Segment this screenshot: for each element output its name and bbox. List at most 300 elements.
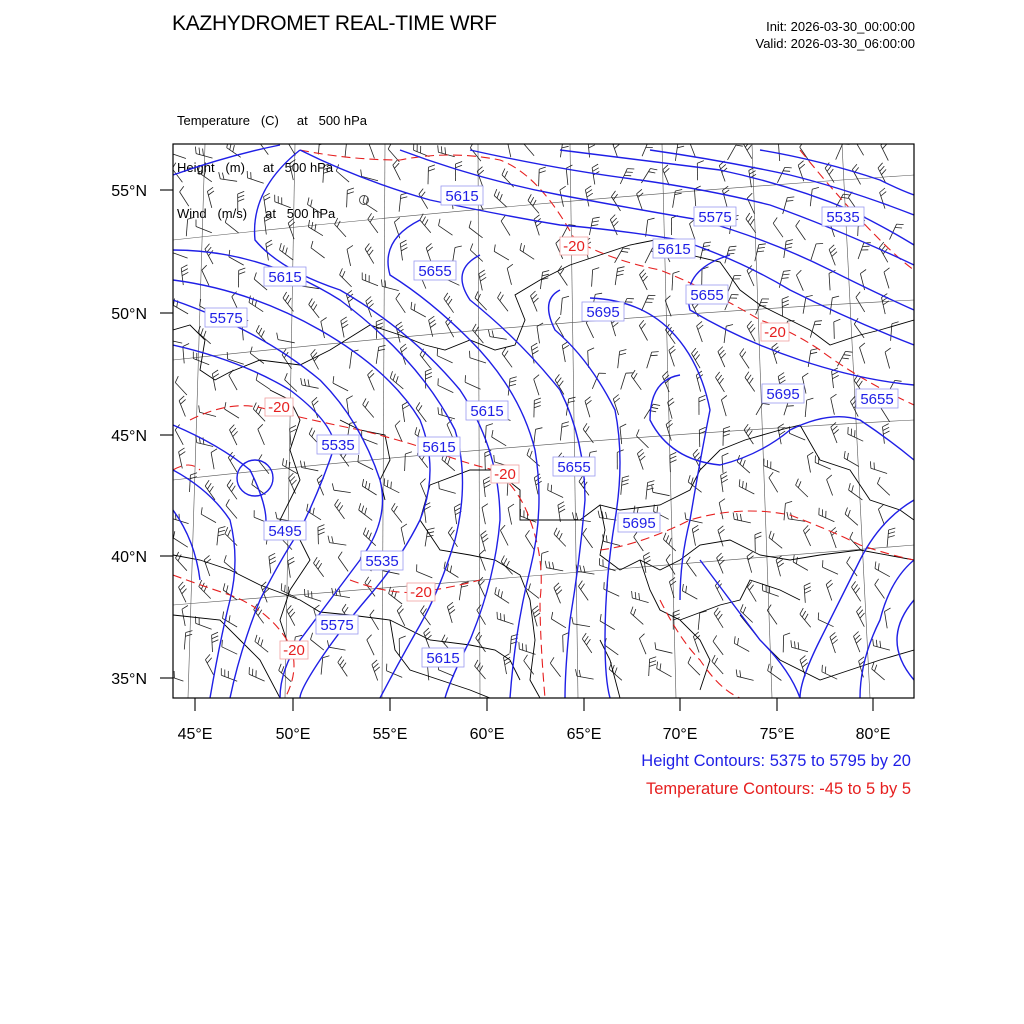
wind-barb-feather — [648, 218, 655, 220]
wind-barb — [336, 171, 349, 182]
wind-barb — [803, 297, 806, 314]
wind-barb — [527, 455, 540, 466]
wind-barb-feather — [583, 423, 587, 429]
wind-barb-feather — [335, 218, 338, 224]
wind-barb-feather — [401, 524, 407, 528]
wind-barb-feather — [403, 405, 409, 409]
wind-barb-feather — [643, 276, 648, 281]
wind-barb — [739, 486, 754, 494]
wind-barb — [302, 385, 319, 388]
wind-barb-feather — [347, 188, 354, 190]
wind-barb-feather — [543, 271, 550, 273]
svg-text:5575: 5575 — [320, 617, 354, 634]
wind-barb-feather — [692, 525, 698, 529]
wind-barb — [383, 571, 400, 575]
wind-barb-feather — [802, 611, 806, 617]
wind-barb-feather — [494, 245, 495, 252]
wind-barb-feather — [879, 242, 883, 247]
wind-barb-feather — [641, 273, 646, 278]
wind-barb — [528, 201, 539, 214]
wind-barb-feather — [361, 170, 362, 177]
wind-barb — [792, 647, 808, 652]
wind-barb-feather — [845, 351, 852, 352]
lon-label: 75°E — [759, 726, 795, 743]
wind-barb — [392, 509, 403, 522]
wind-barb — [577, 676, 594, 679]
lon-label: 65°E — [566, 726, 602, 743]
svg-text:5535: 5535 — [365, 553, 399, 570]
wind-barb-feather — [501, 556, 504, 562]
wind-barb — [631, 613, 644, 624]
wind-barb-feather — [337, 502, 341, 508]
svg-text:5575: 5575 — [209, 310, 243, 327]
wind-barb-feather — [534, 609, 540, 613]
wind-barb — [558, 271, 568, 285]
wind-barb — [368, 375, 375, 391]
wind-barb — [376, 347, 379, 364]
wind-barb-feather — [719, 499, 725, 503]
wind-barb-feather — [318, 563, 322, 569]
wind-barb — [767, 610, 777, 624]
wind-barb-feather — [201, 328, 203, 335]
wind-barb — [166, 339, 183, 343]
wind-barb — [333, 383, 348, 391]
wind-barb — [550, 663, 560, 677]
wind-barb-feather — [439, 219, 441, 226]
wind-barb — [860, 347, 865, 363]
wind-barb — [810, 321, 815, 337]
wind-barb-feather — [389, 587, 391, 594]
wind-barb-feather — [498, 292, 502, 298]
wind-barb-feather — [637, 449, 642, 454]
svg-text:-20: -20 — [268, 399, 290, 416]
wind-barb-feather — [778, 563, 784, 567]
wind-barb-feather — [256, 373, 258, 380]
wind-barb-feather — [269, 553, 275, 556]
wind-barb-feather — [288, 561, 294, 564]
wind-barb-feather — [505, 171, 508, 177]
wind-barb — [834, 322, 835, 339]
wind-barb-feather — [533, 200, 536, 206]
wind-barb-feather — [721, 164, 726, 169]
height-label — [466, 401, 508, 420]
wind-barb — [311, 248, 325, 258]
wind-barb-feather — [611, 191, 615, 197]
wind-barb-feather — [534, 402, 541, 404]
wind-barb — [363, 202, 377, 211]
wind-barb-feather — [304, 379, 305, 386]
wind-barb — [269, 557, 271, 574]
wind-barb-feather — [755, 536, 761, 539]
wind-barb-feather — [586, 639, 590, 645]
wind-barb-feather — [698, 325, 703, 330]
wind-barb-feather — [897, 224, 904, 225]
wind-barb-feather — [264, 197, 270, 200]
wind-barb-feather — [618, 267, 625, 269]
latitude-labels — [111, 183, 147, 688]
wind-barb-feather — [290, 612, 295, 617]
wind-barb — [350, 352, 352, 369]
wind-barb — [848, 434, 863, 441]
wind-barb — [520, 250, 534, 259]
wind-barb — [182, 609, 185, 626]
wind-barb — [639, 326, 647, 341]
wind-barb-feather — [787, 197, 794, 198]
wind-barb-feather — [650, 169, 657, 170]
wind-barb — [200, 412, 216, 416]
wind-barb-feather — [270, 561, 276, 564]
wind-barb-feather — [507, 137, 513, 141]
wind-barb — [363, 405, 374, 418]
wind-barb — [439, 226, 453, 236]
wind-barb-feather — [290, 426, 296, 429]
wind-barb-feather — [845, 508, 847, 515]
wind-barb-feather — [475, 660, 478, 666]
wind-barb — [362, 280, 378, 286]
wind-barb-feather — [697, 161, 704, 164]
wind-barb — [258, 429, 265, 445]
wind-barb-feather — [888, 532, 895, 534]
wind-barb-feather — [289, 138, 293, 144]
wind-barb-feather — [365, 244, 369, 250]
wind-barb — [582, 639, 592, 653]
wind-barb-feather — [390, 371, 392, 378]
wind-barb — [800, 614, 811, 627]
wind-barb — [645, 248, 653, 263]
wind-barb-feather — [369, 533, 372, 540]
wind-barb-feather — [438, 407, 439, 414]
wind-barb-feather — [688, 657, 691, 663]
wind-barb-feather — [888, 536, 895, 538]
wind-barb — [737, 462, 750, 473]
wind-barb-feather — [872, 662, 874, 669]
wind-barb — [849, 490, 863, 500]
wind-barb-feather — [738, 638, 739, 645]
wind-barb — [682, 591, 697, 599]
wind-barb-feather — [430, 320, 436, 324]
wind-barb-feather — [669, 538, 672, 545]
wind-barb-feather — [562, 422, 569, 424]
wind-barb-feather — [363, 398, 366, 404]
wind-barb-feather — [323, 656, 330, 658]
wind-barb-feather — [550, 657, 554, 663]
wind-barb-feather — [207, 187, 213, 191]
wind-barb-feather — [425, 632, 430, 637]
wind-barb-feather — [881, 169, 886, 174]
wind-barb-feather — [439, 482, 440, 489]
wind-barb-feather — [877, 477, 880, 484]
wind-barb-feather — [266, 240, 272, 244]
wind-barb-feather — [857, 606, 862, 611]
wind-barb-feather — [230, 425, 235, 430]
wind-barb-feather — [475, 291, 478, 297]
wind-barb-feather — [569, 397, 576, 399]
wind-barb-feather — [718, 526, 723, 530]
longitude-labels — [178, 726, 891, 743]
wind-barb-feather — [208, 191, 214, 195]
wind-barb-feather — [657, 662, 658, 669]
wind-barb-feather — [395, 591, 397, 598]
wind-barb-feather — [881, 192, 886, 196]
wind-barb-feather — [480, 277, 486, 281]
wind-barb-feather — [695, 355, 699, 361]
wind-barb-feather — [827, 166, 831, 172]
wind-barb-feather — [746, 213, 750, 219]
wind-barb-feather — [311, 200, 313, 207]
valid-time: Valid: 2026-03-30_06:00:00 — [755, 36, 915, 51]
wind-barb-feather — [469, 221, 471, 228]
wind-barb — [508, 508, 512, 525]
wind-barb-feather — [347, 192, 354, 194]
wind-barb-feather — [363, 528, 366, 535]
wind-barb-feather — [205, 244, 210, 249]
svg-text:5615: 5615 — [445, 188, 479, 205]
wind-barb-feather — [534, 406, 541, 408]
wind-barb-feather — [342, 604, 346, 610]
wind-barb — [621, 478, 623, 495]
wind-barb-feather — [536, 222, 542, 226]
wind-barb-feather — [484, 484, 490, 487]
wind-barb-feather — [180, 585, 185, 590]
wind-barb-feather — [842, 197, 849, 198]
wind-barb — [347, 249, 351, 266]
wind-barb-feather — [555, 374, 559, 380]
svg-text:5655: 5655 — [860, 391, 894, 408]
wind-barb-feather — [320, 135, 327, 137]
wind-barb — [199, 587, 211, 599]
wind-barb — [335, 505, 345, 519]
wind-barb — [308, 204, 322, 213]
lon-label: 55°E — [372, 726, 408, 743]
wind-barb — [854, 324, 864, 338]
wind-barb-feather — [722, 453, 728, 456]
wind-barb — [393, 165, 401, 180]
wind-barb-feather — [445, 147, 446, 154]
wind-barb-feather — [693, 529, 699, 533]
wind-barb-feather — [168, 333, 169, 340]
wind-barb-feather — [805, 529, 810, 534]
wind-barb-feather — [428, 169, 435, 171]
wind-barb-feather — [885, 348, 891, 352]
wind-barb-feather — [391, 482, 392, 489]
wind-barb — [196, 227, 212, 233]
wind-barb-feather — [444, 293, 448, 299]
wind-barb — [278, 340, 295, 343]
wind-barb-feather — [335, 499, 339, 505]
wind-barb-feather — [883, 424, 889, 427]
wind-barb-feather — [740, 514, 741, 521]
wind-barb — [620, 427, 622, 444]
wind-barb — [887, 530, 889, 547]
wind-barb-feather — [812, 187, 819, 189]
wind-barb-feather — [484, 481, 490, 484]
wind-barb-feather — [448, 527, 452, 533]
wind-barb-feather — [337, 221, 340, 227]
wind-barb-feather — [456, 165, 463, 168]
wind-barb-feather — [253, 403, 256, 409]
wind-barb — [225, 534, 237, 546]
wind-barb — [769, 538, 782, 549]
wind-barb-feather — [697, 321, 702, 326]
wind-barb — [183, 347, 184, 364]
wind-barb-feather — [595, 293, 602, 294]
wind-barb — [621, 373, 626, 389]
wind-barb-feather — [201, 507, 202, 514]
wind-barb-feather — [510, 380, 517, 382]
wind-barb-feather — [786, 243, 793, 245]
wind-barb-feather — [588, 137, 594, 140]
wind-barb-feather — [854, 585, 858, 591]
wind-barb-feather — [318, 532, 325, 535]
wind-barb-feather — [804, 587, 810, 590]
wind-barb-feather — [276, 512, 277, 519]
wind-barb — [345, 141, 347, 158]
wind-barb-feather — [222, 173, 224, 180]
wind-barb-feather — [261, 331, 264, 337]
wind-barb — [180, 192, 189, 206]
wind-barb-feather — [255, 635, 257, 642]
wind-barb-feather — [288, 298, 292, 304]
height-label — [653, 239, 695, 258]
wind-barb-feather — [309, 299, 313, 305]
wind-barb-feather — [827, 583, 832, 588]
wind-barb-feather — [530, 197, 533, 203]
wind-barb-feather — [892, 322, 899, 324]
wind-barb-feather — [579, 670, 580, 677]
wind-barb — [836, 144, 843, 160]
svg-text:5615: 5615 — [422, 439, 456, 456]
wind-barb-feather — [367, 580, 371, 586]
wind-barb-feather — [180, 452, 186, 456]
wind-barb-feather — [834, 319, 841, 322]
wind-barb-feather — [736, 669, 737, 676]
wind-barb-feather — [749, 585, 753, 591]
wind-barb-feather — [876, 640, 877, 647]
wind-barb-feather — [287, 605, 292, 610]
svg-text:5695: 5695 — [766, 386, 800, 403]
wind-barb-feather — [621, 251, 628, 252]
wind-barb-feather — [875, 562, 876, 569]
wind-barb-feather — [259, 328, 262, 334]
wind-barb-feather — [663, 165, 668, 170]
height-label — [582, 302, 624, 321]
wind-barb-feather — [649, 172, 656, 173]
wind-barb-feather — [359, 503, 361, 510]
wind-barb-feather — [769, 531, 771, 538]
wind-barb-feather — [207, 658, 212, 663]
wind-barb-feather — [733, 512, 734, 519]
wind-barb-feather — [448, 458, 450, 465]
wind-barb-feather — [796, 220, 800, 226]
wind-barb-feather — [370, 610, 374, 616]
wind-barb-feather — [528, 194, 531, 200]
wind-barb-feather — [563, 139, 570, 141]
wind-barb-feather — [593, 217, 600, 218]
wind-barb-feather — [878, 505, 883, 510]
wind-barb — [173, 538, 187, 547]
wind-barb-feather — [258, 637, 260, 644]
wind-barb-feather — [228, 530, 231, 536]
wind-barb-feather — [447, 602, 453, 606]
wind-barb — [540, 272, 542, 289]
wind-barb — [323, 166, 324, 183]
wind-barb-feather — [612, 137, 617, 142]
wind-barb-feather — [831, 248, 836, 253]
wind-barb-feather — [562, 296, 569, 298]
wind-barb — [858, 243, 864, 259]
wind-barb — [397, 611, 405, 626]
svg-text:5615: 5615 — [470, 403, 504, 420]
wind-barb-feather — [532, 294, 537, 299]
wind-barb — [844, 458, 859, 467]
wind-barb — [333, 595, 350, 598]
svg-text:5655: 5655 — [690, 287, 724, 304]
wind-barb-feather — [553, 562, 554, 569]
wind-barb-feather — [438, 145, 439, 152]
wind-barb-feather — [205, 480, 209, 486]
wind-barb-feather — [481, 531, 487, 535]
wind-barb-feather — [716, 611, 720, 617]
wind-barb-feather — [266, 244, 272, 248]
wind-barb-feather — [475, 327, 478, 333]
wind-barb-feather — [782, 278, 789, 279]
wind-barb-feather — [585, 397, 591, 401]
wind-barb-feather — [807, 398, 814, 400]
wind-barb — [368, 219, 378, 233]
temperature-label — [560, 237, 588, 255]
wind-barb-feather — [178, 555, 181, 561]
wind-barb — [728, 145, 736, 160]
svg-text:-20: -20 — [563, 238, 585, 255]
wind-barb — [510, 636, 511, 653]
wind-barb-feather — [653, 404, 660, 405]
height-contour-legend: Height Contours: 5375 to 5795 by 20 — [641, 752, 911, 770]
wind-barb-feather — [644, 553, 650, 557]
wind-barb-feather — [712, 655, 715, 661]
wind-barb-feather — [677, 146, 684, 148]
wind-barb-feather — [420, 479, 425, 484]
wind-barb — [249, 674, 265, 681]
svg-text:5615: 5615 — [426, 650, 460, 667]
wind-barb — [317, 480, 324, 496]
wind-barb-feather — [634, 373, 638, 379]
wind-barb — [229, 375, 237, 390]
wind-barb-feather — [415, 427, 417, 434]
wind-barb-feather — [692, 348, 696, 353]
wind-barb-feather — [743, 460, 746, 467]
init-time: Init: 2026-03-30_00:00:00 — [766, 19, 915, 34]
wind-barb-feather — [195, 147, 196, 154]
field-height: Height (m) at 500 hPa — [177, 159, 334, 175]
wind-barb-feather — [639, 593, 640, 600]
wind-barb — [225, 222, 238, 233]
wind-barb-feather — [492, 330, 494, 337]
wind-barb-feather — [199, 405, 200, 412]
wind-barb — [547, 568, 564, 571]
wind-barb-feather — [501, 216, 505, 222]
wind-barb-feather — [721, 472, 727, 476]
wind-barb-feather — [366, 297, 371, 302]
wind-barb — [222, 647, 237, 654]
wind-barb-feather — [641, 324, 646, 329]
wind-barb-feather — [805, 614, 809, 620]
wind-barb-feather — [504, 558, 507, 564]
wind-barb-feather — [367, 300, 372, 305]
wind-barb-feather — [580, 565, 582, 572]
wind-barb-feather — [637, 189, 642, 194]
wind-barb-feather — [454, 504, 460, 507]
wind-barb — [476, 638, 486, 652]
